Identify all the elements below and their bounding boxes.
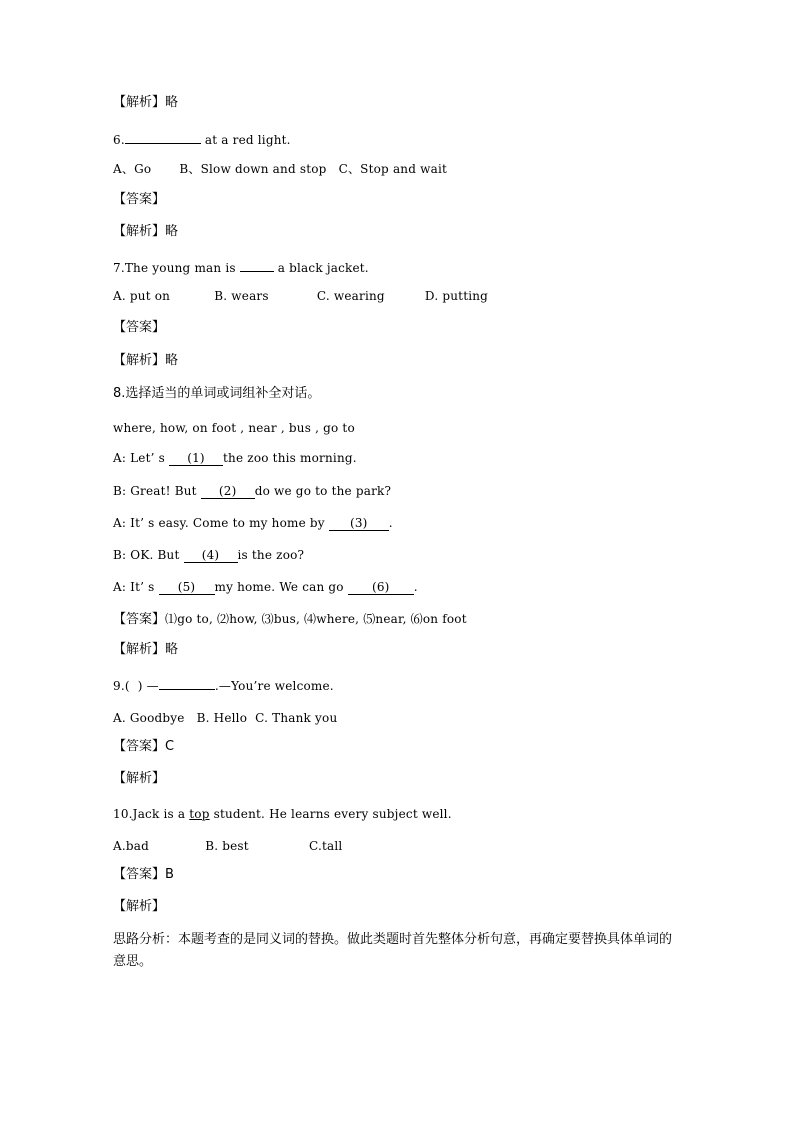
q5-analysis: 【解析】略: [113, 95, 179, 110]
q8-blank-3: (3): [329, 516, 389, 531]
q8-dialogue-line-2: [113, 483, 391, 499]
q8-blank-2: (2): [201, 484, 255, 499]
q7-stem-start: 7.The young man is: [113, 261, 240, 275]
q8-dialogue-line-4: [113, 547, 304, 563]
q7-blank: [240, 259, 274, 272]
q8-l1-post: the zoo this morning.: [223, 451, 357, 465]
q10-answer: 【答案】B: [113, 867, 174, 882]
q8-l5-mid: my home. We can go: [214, 580, 348, 594]
q7-stem: [113, 259, 369, 276]
q9-analysis: 【解析】: [113, 771, 166, 786]
q9-options: A. Goodbye B. Hello C. Thank you: [113, 711, 338, 725]
q8-answer: [113, 611, 467, 628]
q6-analysis: 【解析】略: [113, 224, 179, 239]
q10-stem: [113, 806, 452, 822]
q9-answer: 【答案】C: [113, 739, 175, 754]
q6-options: A、Go B、Slow down and stop C、Stop and wait: [113, 162, 448, 176]
q8-l2-pre: B: Great! But: [113, 484, 201, 498]
q8-blank-6: (6): [348, 580, 414, 595]
q10-stem-end: student. He learns every subject well.: [209, 807, 452, 821]
q8-title: 8.选择适当的单词或词组补全对话。: [113, 386, 321, 401]
q8-dialogue-line-5: [113, 579, 418, 595]
q8-l1-pre: A: Let’ s: [113, 451, 170, 465]
q6-stem: [113, 131, 291, 148]
q8-word-bank: where, how, on foot , near , bus , go to: [113, 421, 355, 435]
q8-blank-5: (5): [159, 580, 215, 595]
q8-answer-label: 【答案】: [113, 612, 166, 627]
q10-explanation: 思路分析：本题考查的是同义词的替换。做此类题时首先整体分析句意，再确定要替换具体单词的意思。: [113, 932, 673, 969]
q10-stem-start: 10.Jack is a: [113, 807, 190, 821]
q6-blank: [125, 131, 201, 144]
q6-number: 6.: [113, 133, 125, 147]
q9-blank: [159, 677, 215, 690]
q10-key-word: top: [189, 807, 210, 821]
q8-l4-post: is the zoo?: [237, 548, 305, 562]
q6-stem-text: at a red light.: [200, 133, 291, 147]
q8-answer-text: ⑴go to, ⑵how, ⑶bus, ⑷where, ⑸near, ⑹on foot: [165, 612, 467, 626]
q8-l3-post: .: [388, 516, 393, 530]
q9-stem-start: 9.( ) —: [113, 679, 159, 693]
q9-stem: [113, 677, 334, 694]
q8-l5-pre: A: It’ s: [113, 580, 159, 594]
q7-stem-end: a black jacket.: [273, 261, 369, 275]
q9-stem-end: .—You’re welcome.: [214, 679, 334, 693]
q8-analysis: 【解析】略: [113, 642, 179, 657]
q8-l4-pre: B: OK. But: [113, 548, 184, 562]
q8-blank-1: (1): [169, 451, 223, 466]
q10-analysis: 【解析】: [113, 899, 166, 914]
q7-options: A. put on B. wears C. wearing D. putting: [113, 289, 489, 303]
q10-options: A.bad B. best C.tall: [113, 839, 343, 853]
q8-l3-pre: A: It’ s easy. Come to my home by: [113, 516, 329, 530]
q7-answer: 【答案】: [113, 320, 166, 335]
q8-l5-post: .: [413, 580, 418, 594]
q8-dialogue-line-1: [113, 450, 357, 466]
q8-l2-post: do we go to the park?: [254, 484, 392, 498]
q8-blank-4: (4): [184, 548, 238, 563]
q7-analysis: 【解析】略: [113, 353, 179, 368]
q8-dialogue-line-3: [113, 515, 393, 531]
q6-answer: 【答案】: [113, 192, 166, 207]
